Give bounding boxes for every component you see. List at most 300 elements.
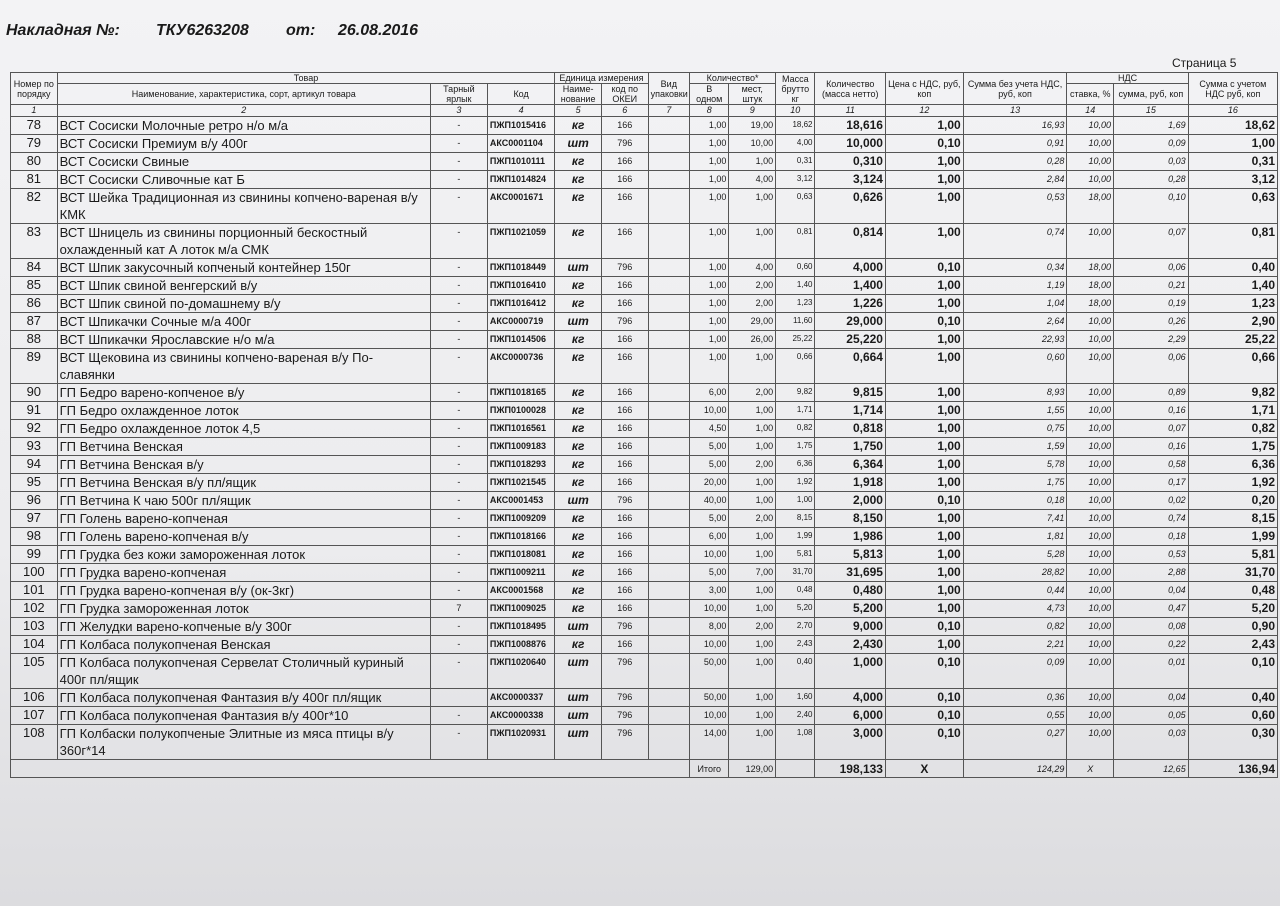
row-number: 98 [11,528,58,546]
qty-places: 1,00 [729,349,776,384]
price-with-vat: 0,10 [885,689,963,707]
tare-label: - [430,707,487,725]
sum-without-vat: 0,18 [963,492,1067,510]
col-number: 7 [648,105,689,117]
product-name: ВСТ Шпикачки Ярославские н/о м/а [57,331,430,349]
unit-name: кг [555,528,602,546]
sum-with-vat: 18,62 [1188,117,1277,135]
product-name: ВСТ Шницель из свинины порционный бескостный охлажденный кат А лоток м/а СМК [57,224,430,259]
tare-label: - [430,224,487,259]
table-row [11,654,1278,689]
net-quantity: 31,695 [815,564,886,582]
col-sum-no-vat: Сумма без учета НДС, руб, коп [963,73,1067,105]
unit-name: кг [555,456,602,474]
unit-name: кг [555,153,602,171]
price-with-vat: 1,00 [885,117,963,135]
pack-type [648,582,689,600]
sum-with-vat: 2,90 [1188,313,1277,331]
product-code: ПЖП1018449 [487,259,554,277]
table-row [11,189,1278,224]
col-number: 4 [487,105,554,117]
tare-label: 7 [430,600,487,618]
sum-without-vat: 16,93 [963,117,1067,135]
okei-code: 166 [601,636,648,654]
table-row [11,689,1278,707]
tare-label [430,689,487,707]
qty-in-one: 4,50 [690,420,729,438]
pack-type [648,564,689,582]
pack-type [648,402,689,420]
tare-label: - [430,331,487,349]
vat-rate: 10,00 [1067,153,1114,171]
row-number: 97 [11,510,58,528]
gross-weight: 4,00 [776,135,815,153]
qty-places: 7,00 [729,564,776,582]
product-code: ПЖП1016561 [487,420,554,438]
vat-rate: 10,00 [1067,438,1114,456]
sum-without-vat: 28,82 [963,564,1067,582]
row-number: 82 [11,189,58,224]
row-number: 92 [11,420,58,438]
okei-code: 166 [601,384,648,402]
table-row [11,707,1278,725]
gross-weight: 1,23 [776,295,815,313]
row-number: 87 [11,313,58,331]
table-row [11,618,1278,636]
product-code: ПЖП1014824 [487,171,554,189]
col-number: 12 [885,105,963,117]
col-unit-group: Единица измерения [555,73,648,84]
vat-rate: 10,00 [1067,636,1114,654]
totals-vat-sum: 12,65 [1114,760,1189,778]
product-code: ПЖП1009183 [487,438,554,456]
sum-with-vat: 2,43 [1188,636,1277,654]
row-number: 105 [11,654,58,689]
okei-code: 166 [601,528,648,546]
gross-weight: 1,92 [776,474,815,492]
vat-sum: 2,88 [1114,564,1189,582]
pack-type [648,654,689,689]
pack-type [648,438,689,456]
vat-rate: 10,00 [1067,689,1114,707]
gross-weight: 31,70 [776,564,815,582]
product-name: ГП Желудки варено-копченые в/у 300г [57,618,430,636]
product-code: ПЖП1021545 [487,474,554,492]
pack-type [648,636,689,654]
tare-label: - [430,654,487,689]
price-with-vat: 1,00 [885,636,963,654]
net-quantity: 5,200 [815,600,886,618]
vat-rate: 10,00 [1067,725,1114,760]
product-name: ВСТ Сосиски Свиные [57,153,430,171]
tare-label: - [430,349,487,384]
row-number: 80 [11,153,58,171]
pack-type [648,707,689,725]
unit-name: шт [555,725,602,760]
sum-without-vat: 1,75 [963,474,1067,492]
col-number: 14 [1067,105,1114,117]
vat-sum: 0,01 [1114,654,1189,689]
table-row [11,313,1278,331]
col-number: 1 [11,105,58,117]
okei-code: 166 [601,582,648,600]
gross-weight: 0,66 [776,349,815,384]
sum-without-vat: 8,93 [963,384,1067,402]
table-row [11,546,1278,564]
qty-places: 1,00 [729,528,776,546]
table-row [11,295,1278,313]
vat-rate: 10,00 [1067,384,1114,402]
pack-type [648,349,689,384]
product-code: ПЖП1016410 [487,277,554,295]
product-name: ГП Грудка замороженная лоток [57,600,430,618]
net-quantity: 5,813 [815,546,886,564]
vat-sum: 0,26 [1114,313,1189,331]
qty-places: 2,00 [729,384,776,402]
row-number: 94 [11,456,58,474]
table-row [11,438,1278,456]
vat-sum: 0,05 [1114,707,1189,725]
totals-label: Итого [690,760,729,778]
pack-type [648,277,689,295]
sum-without-vat: 0,55 [963,707,1067,725]
unit-name: шт [555,707,602,725]
price-with-vat: 1,00 [885,349,963,384]
price-with-vat: 1,00 [885,384,963,402]
product-name: ГП Бедро охлажденное лоток 4,5 [57,420,430,438]
product-name: ГП Ветчина К чаю 500г пл/ящик [57,492,430,510]
row-number: 91 [11,402,58,420]
price-with-vat: 1,00 [885,295,963,313]
price-with-vat: 1,00 [885,582,963,600]
vat-rate: 10,00 [1067,582,1114,600]
net-quantity: 2,000 [815,492,886,510]
price-with-vat: 1,00 [885,171,963,189]
vat-rate: 10,00 [1067,402,1114,420]
okei-code: 796 [601,135,648,153]
row-number: 83 [11,224,58,259]
vat-rate: 10,00 [1067,546,1114,564]
sum-with-vat: 1,92 [1188,474,1277,492]
price-with-vat: 0,10 [885,492,963,510]
col-gross: Масса брутто кг [776,73,815,105]
vat-rate: 10,00 [1067,171,1114,189]
sum-without-vat: 1,81 [963,528,1067,546]
vat-rate: 10,00 [1067,707,1114,725]
qty-in-one: 1,00 [690,331,729,349]
vat-rate: 18,00 [1067,277,1114,295]
sum-without-vat: 5,28 [963,546,1067,564]
sum-with-vat: 1,40 [1188,277,1277,295]
qty-places: 1,00 [729,707,776,725]
tare-label: - [430,564,487,582]
net-quantity: 1,400 [815,277,886,295]
unit-name: кг [555,171,602,189]
sum-without-vat: 1,55 [963,402,1067,420]
unit-name: кг [555,582,602,600]
row-number: 79 [11,135,58,153]
price-with-vat: 1,00 [885,600,963,618]
net-quantity: 29,000 [815,313,886,331]
row-number: 88 [11,331,58,349]
pack-type [648,259,689,277]
sum-with-vat: 25,22 [1188,331,1277,349]
net-quantity: 18,616 [815,117,886,135]
qty-in-one: 10,00 [690,636,729,654]
okei-code: 796 [601,689,648,707]
pack-type [648,153,689,171]
qty-places: 19,00 [729,117,776,135]
vat-sum: 1,69 [1114,117,1189,135]
product-name: ГП Грудка варено-копченая [57,564,430,582]
sum-without-vat: 0,36 [963,689,1067,707]
product-name: ГП Грудка варено-копченая в/у (ок-3кг) [57,582,430,600]
col-number: 16 [1188,105,1277,117]
product-code: ПЖП1018165 [487,384,554,402]
sum-with-vat: 5,20 [1188,600,1277,618]
sum-with-vat: 1,99 [1188,528,1277,546]
unit-name: кг [555,189,602,224]
gross-weight: 0,81 [776,224,815,259]
okei-code: 796 [601,313,648,331]
col-qty-group: Количество* [690,73,776,84]
tare-label: - [430,135,487,153]
net-quantity: 10,000 [815,135,886,153]
net-quantity: 3,000 [815,725,886,760]
product-name: ВСТ Сосиски Премиум в/у 400г [57,135,430,153]
sum-without-vat: 0,74 [963,224,1067,259]
net-quantity: 9,000 [815,618,886,636]
product-name: ГП Голень варено-копченая [57,510,430,528]
qty-in-one: 1,00 [690,117,729,135]
qty-in-one: 1,00 [690,189,729,224]
totals-sum-no-vat: 124,29 [963,760,1067,778]
col-in-one: В одном [690,84,729,105]
sum-with-vat: 0,60 [1188,707,1277,725]
vat-sum: 0,06 [1114,259,1189,277]
tare-label: - [430,492,487,510]
okei-code: 796 [601,707,648,725]
tare-label: - [430,153,487,171]
table-row [11,456,1278,474]
col-pack: Вид упаковки [648,73,689,105]
vat-rate: 10,00 [1067,224,1114,259]
qty-in-one: 5,00 [690,456,729,474]
unit-name: шт [555,689,602,707]
tare-label: - [430,277,487,295]
okei-code: 796 [601,654,648,689]
tare-label: - [430,259,487,277]
okei-code: 796 [601,725,648,760]
sum-without-vat: 0,27 [963,725,1067,760]
sum-with-vat: 1,23 [1188,295,1277,313]
product-name: ВСТ Шпик свиной венгерский в/у [57,277,430,295]
gross-weight: 2,40 [776,707,815,725]
product-name: ГП Голень варено-копченая в/у [57,528,430,546]
product-code: АКС0001104 [487,135,554,153]
product-name: ВСТ Шпикачки Сочные м/а 400г [57,313,430,331]
vat-sum: 0,17 [1114,474,1189,492]
price-with-vat: 1,00 [885,402,963,420]
sum-with-vat: 1,00 [1188,135,1277,153]
gross-weight: 0,82 [776,420,815,438]
table-row [11,528,1278,546]
product-name: ВСТ Сосиски Сливочные кат Б [57,171,430,189]
product-code: ПЖП1021059 [487,224,554,259]
sum-without-vat: 0,53 [963,189,1067,224]
col-number: 11 [815,105,886,117]
okei-code: 166 [601,117,648,135]
sum-with-vat: 0,81 [1188,224,1277,259]
qty-in-one: 1,00 [690,135,729,153]
qty-places: 1,00 [729,546,776,564]
okei-code: 166 [601,474,648,492]
qty-places: 2,00 [729,277,776,295]
vat-sum: 0,47 [1114,600,1189,618]
qty-places: 1,00 [729,636,776,654]
col-number: 2 [57,105,430,117]
qty-places: 4,00 [729,259,776,277]
okei-code: 166 [601,224,648,259]
qty-in-one: 10,00 [690,546,729,564]
okei-code: 796 [601,492,648,510]
pack-type [648,456,689,474]
gross-weight: 0,31 [776,153,815,171]
product-code: ПЖП1010111 [487,153,554,171]
unit-name: кг [555,420,602,438]
vat-sum: 0,16 [1114,438,1189,456]
qty-in-one: 50,00 [690,654,729,689]
table-row [11,349,1278,384]
qty-in-one: 6,00 [690,384,729,402]
table-row [11,510,1278,528]
net-quantity: 2,430 [815,636,886,654]
price-with-vat: 1,00 [885,153,963,171]
product-name: ГП Колбаса полукопченая Сервелат Столичный куриный 400г пл/ящик [57,654,430,689]
qty-places: 4,00 [729,171,776,189]
row-number: 85 [11,277,58,295]
product-code: ПЖП1018495 [487,618,554,636]
vat-rate: 10,00 [1067,117,1114,135]
net-quantity: 4,000 [815,689,886,707]
sum-without-vat: 0,09 [963,654,1067,689]
price-with-vat: 1,00 [885,510,963,528]
vat-sum: 0,07 [1114,420,1189,438]
totals-vat-rate: X [1067,760,1114,778]
vat-rate: 10,00 [1067,349,1114,384]
net-quantity: 0,310 [815,153,886,171]
vat-rate: 10,00 [1067,313,1114,331]
qty-places: 10,00 [729,135,776,153]
table-row [11,153,1278,171]
table-row [11,402,1278,420]
product-code: АКС0001453 [487,492,554,510]
okei-code: 166 [601,189,648,224]
table-row [11,277,1278,295]
table-footer [11,760,1278,778]
product-code: АКС0000338 [487,707,554,725]
sum-without-vat: 0,60 [963,349,1067,384]
sum-without-vat: 5,78 [963,456,1067,474]
pack-type [648,689,689,707]
gross-weight: 0,48 [776,582,815,600]
sum-without-vat: 1,04 [963,295,1067,313]
vat-rate: 10,00 [1067,331,1114,349]
sum-with-vat: 0,40 [1188,689,1277,707]
price-with-vat: 0,10 [885,135,963,153]
qty-places: 1,00 [729,474,776,492]
tare-label: - [430,582,487,600]
tare-label: - [430,528,487,546]
qty-in-one: 1,00 [690,259,729,277]
product-name: ГП Ветчина Венская [57,438,430,456]
table-row [11,600,1278,618]
pack-type [648,295,689,313]
qty-in-one: 50,00 [690,689,729,707]
net-quantity: 0,480 [815,582,886,600]
product-code: АКС0001671 [487,189,554,224]
unit-name: шт [555,618,602,636]
unit-name: шт [555,135,602,153]
table-row [11,564,1278,582]
product-code: ПЖП1016412 [487,295,554,313]
vat-sum: 0,10 [1114,189,1189,224]
tare-label: - [430,313,487,331]
gross-weight: 2,43 [776,636,815,654]
totals-price: X [885,760,963,778]
sum-with-vat: 0,63 [1188,189,1277,224]
net-quantity: 0,626 [815,189,886,224]
row-number: 81 [11,171,58,189]
net-quantity: 9,815 [815,384,886,402]
tare-label: - [430,402,487,420]
sum-without-vat: 0,44 [963,582,1067,600]
okei-code: 796 [601,618,648,636]
col-okei: код по ОКЕИ [601,84,648,105]
price-with-vat: 0,10 [885,725,963,760]
tare-label: - [430,618,487,636]
price-with-vat: 1,00 [885,474,963,492]
vat-sum: 0,09 [1114,135,1189,153]
gross-weight: 18,62 [776,117,815,135]
qty-places: 1,00 [729,189,776,224]
totals-sum-with-vat: 136,94 [1188,760,1277,778]
vat-rate: 10,00 [1067,420,1114,438]
okei-code: 166 [601,546,648,564]
qty-places: 29,00 [729,313,776,331]
okei-code: 166 [601,171,648,189]
row-number: 84 [11,259,58,277]
okei-code: 166 [601,438,648,456]
qty-places: 1,00 [729,492,776,510]
product-code: ПЖП1020931 [487,725,554,760]
okei-code: 166 [601,456,648,474]
row-number: 103 [11,618,58,636]
okei-code: 166 [601,349,648,384]
qty-places: 1,00 [729,420,776,438]
vat-sum: 2,29 [1114,331,1189,349]
price-with-vat: 0,10 [885,707,963,725]
pack-type [648,546,689,564]
table-header [11,73,1278,117]
vat-sum: 0,16 [1114,402,1189,420]
gross-weight: 1,40 [776,277,815,295]
unit-name: кг [555,277,602,295]
invoice-date: 26.08.2016 [338,22,419,39]
pack-type [648,135,689,153]
col-number: 13 [963,105,1067,117]
vat-sum: 0,03 [1114,725,1189,760]
